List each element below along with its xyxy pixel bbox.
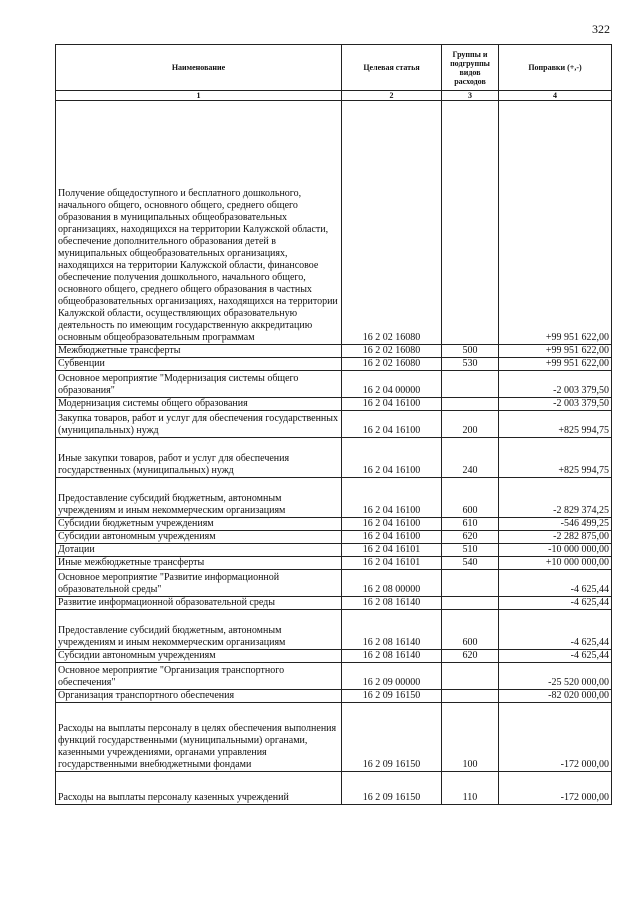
amendment-amount: +825 994,75 xyxy=(499,438,612,478)
page-number: 322 xyxy=(592,22,610,36)
target-code: 16 2 02 16080 xyxy=(342,345,442,358)
table-row xyxy=(56,544,612,557)
expense-group xyxy=(442,597,499,610)
target-code: 16 2 08 16140 xyxy=(342,597,442,610)
header-amendments: Поправки (+,-) xyxy=(499,45,612,91)
amendment-amount: +825 994,75 xyxy=(499,411,612,438)
name: Основное мероприятие "Развитие информационной образовательной среды" xyxy=(56,570,342,597)
name: Межбюджетные трансферты xyxy=(56,345,342,358)
amendment-amount: -2 282 875,00 xyxy=(499,531,612,544)
expense-group: 500 xyxy=(442,345,499,358)
name: Субвенции xyxy=(56,358,342,371)
amendment-amount: -2 003 379,50 xyxy=(499,371,612,398)
amendment-amount: -10 000 000,00 xyxy=(499,544,612,557)
table-row xyxy=(56,371,612,398)
expense-group: 510 xyxy=(442,544,499,557)
amendment-amount: -546 499,25 xyxy=(499,518,612,531)
expense-group: 610 xyxy=(442,518,499,531)
target-code: 16 2 04 16100 xyxy=(342,398,442,411)
expense-group xyxy=(442,101,499,345)
table-row xyxy=(56,650,612,663)
amendment-amount: -4 625,44 xyxy=(499,597,612,610)
name: Расходы на выплаты персоналу казенных учреждений xyxy=(56,772,342,805)
name: Иные закупки товаров, работ и услуг для обеспечения государственных (муниципальных) нужд xyxy=(56,438,342,478)
table-header xyxy=(56,45,612,101)
amendment-amount: +99 951 622,00 xyxy=(499,101,612,345)
table-row xyxy=(56,610,612,650)
table-row xyxy=(56,398,612,411)
target-code: 16 2 08 00000 xyxy=(342,570,442,597)
amendment-amount: +99 951 622,00 xyxy=(499,345,612,358)
target-code: 16 2 04 16100 xyxy=(342,478,442,518)
name: Расходы на выплаты персоналу в целях обеспечения выполнения функций государственными (муниципальными) органами, казенными учреждениями, органами управления государственными внебюджетными фондами xyxy=(56,703,342,772)
expense-group: 600 xyxy=(442,478,499,518)
name: Модернизация системы общего образования xyxy=(56,398,342,411)
expense-group xyxy=(442,398,499,411)
name: Субсидии автономным учреждениям xyxy=(56,650,342,663)
target-code: 16 2 02 16080 xyxy=(342,101,442,345)
amendment-amount: -82 020 000,00 xyxy=(499,690,612,703)
name: Иные межбюджетные трансферты xyxy=(56,557,342,570)
expense-group: 600 xyxy=(442,610,499,650)
name: Субсидии автономным учреждениям xyxy=(56,531,342,544)
table-row xyxy=(56,557,612,570)
amendment-amount: -4 625,44 xyxy=(499,570,612,597)
name: Закупка товаров, работ и услуг для обеспечения государственных (муниципальных) нужд xyxy=(56,411,342,438)
amendment-amount: -4 625,44 xyxy=(499,610,612,650)
target-code: 16 2 04 16101 xyxy=(342,544,442,557)
table-row xyxy=(56,358,612,371)
name: Предоставление субсидий бюджетным, автономным учреждениям и иным некоммерческим организациям xyxy=(56,610,342,650)
target-code: 16 2 04 16100 xyxy=(342,438,442,478)
expense-group: 100 xyxy=(442,703,499,772)
amendment-amount: -4 625,44 xyxy=(499,650,612,663)
table-row xyxy=(56,570,612,597)
budget-amendments-table xyxy=(55,44,612,805)
amendment-amount: +99 951 622,00 xyxy=(499,358,612,371)
table-row xyxy=(56,478,612,518)
target-code: 16 2 08 16140 xyxy=(342,610,442,650)
target-code: 16 2 04 16100 xyxy=(342,531,442,544)
amendment-amount: -2 829 374,25 xyxy=(499,478,612,518)
name: Организация транспортного обеспечения xyxy=(56,690,342,703)
expense-group: 540 xyxy=(442,557,499,570)
expense-group xyxy=(442,570,499,597)
table-row xyxy=(56,663,612,690)
table-body xyxy=(56,101,612,805)
amendment-amount: -172 000,00 xyxy=(499,703,612,772)
name: Развитие информационной образовательной среды xyxy=(56,597,342,610)
target-code: 16 2 09 16150 xyxy=(342,703,442,772)
table-row xyxy=(56,518,612,531)
table-row xyxy=(56,772,612,805)
header-target-article: Целевая статья xyxy=(342,45,442,91)
amendment-amount: +10 000 000,00 xyxy=(499,557,612,570)
name: Основное мероприятие "Модернизация системы общего образования" xyxy=(56,371,342,398)
expense-group: 110 xyxy=(442,772,499,805)
table-row xyxy=(56,690,612,703)
table-row xyxy=(56,703,612,772)
expense-group xyxy=(442,690,499,703)
name: Субсидии бюджетным учреждениям xyxy=(56,518,342,531)
expense-group: 200 xyxy=(442,411,499,438)
expense-group: 620 xyxy=(442,531,499,544)
column-number: 3 xyxy=(442,91,499,101)
expense-group: 240 xyxy=(442,438,499,478)
table-row xyxy=(56,101,612,345)
table-row xyxy=(56,345,612,358)
column-numbers-row xyxy=(56,91,612,101)
name: Дотации xyxy=(56,544,342,557)
table-row xyxy=(56,411,612,438)
header-name: Наименование xyxy=(56,45,342,91)
table-row xyxy=(56,438,612,478)
target-code: 16 2 04 16100 xyxy=(342,411,442,438)
name: Основное мероприятие "Организация транспортного обеспечения" xyxy=(56,663,342,690)
target-code: 16 2 09 00000 xyxy=(342,663,442,690)
column-number: 1 xyxy=(56,91,342,101)
target-code: 16 2 08 16140 xyxy=(342,650,442,663)
name: Получение общедоступного и бесплатного дошкольного, начального общего, основного общего, среднего общего образования в муниципальных общеобразовательных организациях, находящихся на территории Калужской области, обеспечение дополнительного образования детей в муниципальных общеобразовательных организациях, находящихся на территории Калужской области, финансовое обеспечение получения дошкольного, начального общего, основного общего, среднего общего образования в частных общеобразовательных организациях, находящихся на территории Калужской области, осуществляющих образовательную деятельность по имеющим государственную аккредитацию основным общеобразовательным программам xyxy=(56,101,342,345)
target-code: 16 2 02 16080 xyxy=(342,358,442,371)
expense-group xyxy=(442,371,499,398)
expense-group: 530 xyxy=(442,358,499,371)
target-code: 16 2 04 16100 xyxy=(342,518,442,531)
table-row xyxy=(56,597,612,610)
target-code: 16 2 04 00000 xyxy=(342,371,442,398)
amendment-amount: -25 520 000,00 xyxy=(499,663,612,690)
header-expense-group: Группы и подгруппы видов расходов xyxy=(442,45,499,91)
expense-group: 620 xyxy=(442,650,499,663)
amendment-amount: -172 000,00 xyxy=(499,772,612,805)
table-row xyxy=(56,531,612,544)
column-number: 4 xyxy=(499,91,612,101)
target-code: 16 2 04 16101 xyxy=(342,557,442,570)
target-code: 16 2 09 16150 xyxy=(342,772,442,805)
column-number: 2 xyxy=(342,91,442,101)
target-code: 16 2 09 16150 xyxy=(342,690,442,703)
expense-group xyxy=(442,663,499,690)
amendment-amount: -2 003 379,50 xyxy=(499,398,612,411)
name: Предоставление субсидий бюджетным, автономным учреждениям и иным некоммерческим организациям xyxy=(56,478,342,518)
